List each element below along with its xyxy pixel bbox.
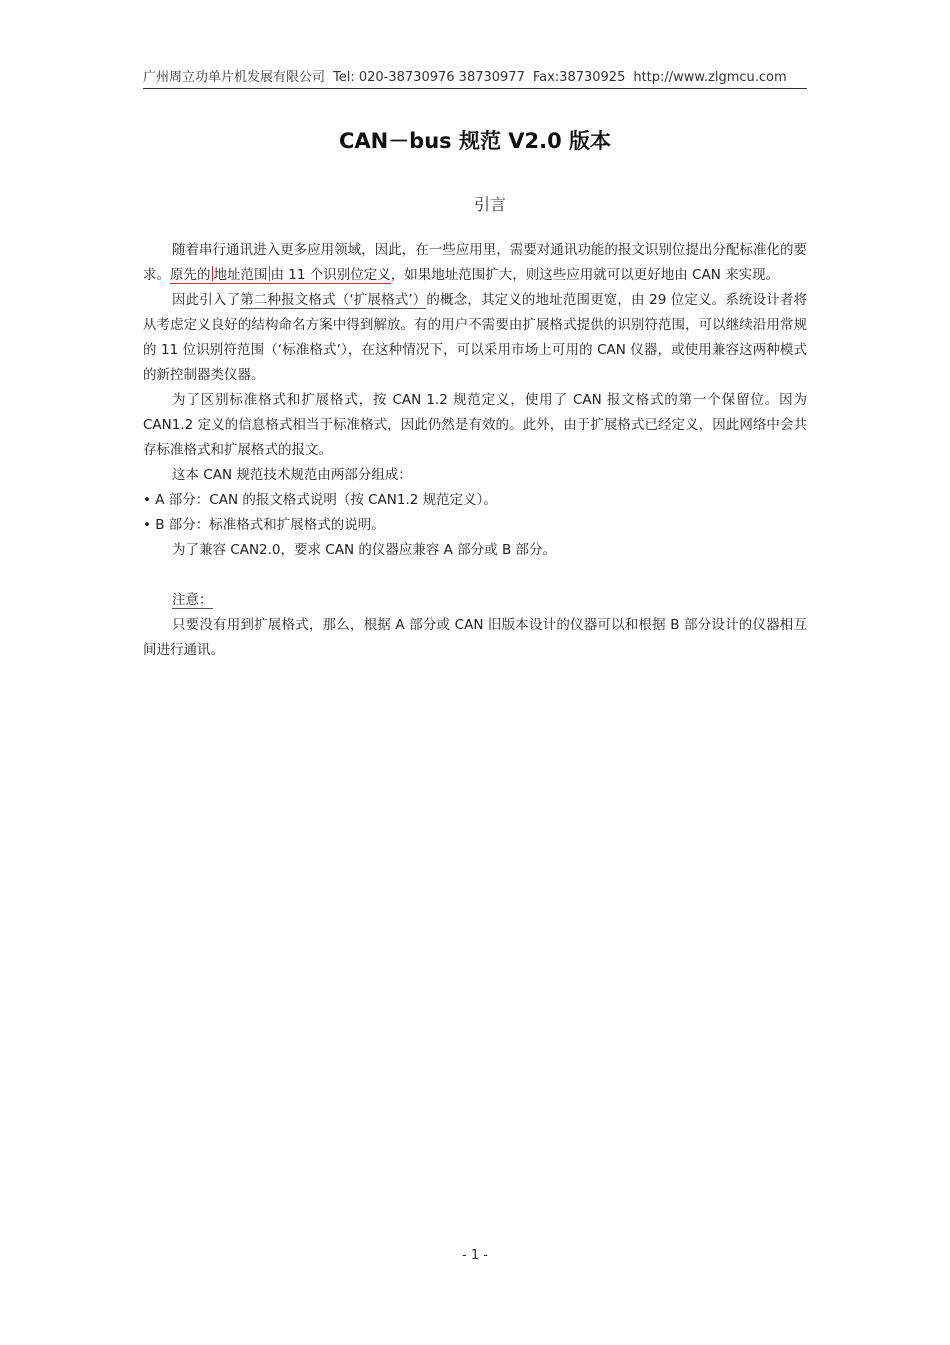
paragraph-3: 为了区别标准格式和扩展格式，按 CAN 1.2 规范定义，使用了 CAN 报文格式的第一个保留位。因为 CAN1.2 定义的信息格式相当于标准格式，因此仍然是有效的。此外，由于扩展格式已经定义，因此网络中会共存标准格式和扩展格式的报文。 [143, 392, 807, 458]
section-title: 引言 [473, 195, 506, 214]
note-label-line [143, 588, 807, 613]
spacer [143, 563, 807, 588]
paragraph-4: 这本 CAN 规范技术规范由两部分组成： [172, 467, 412, 483]
header-company: 广州周立功单片机发展有限公司 [143, 70, 326, 85]
header-tel: Tel: 020-38730976 38730977 [333, 70, 525, 85]
page-number: - 1 - [462, 1248, 488, 1263]
red-caret-mark [269, 266, 270, 281]
red-annotation: 原先的 地址范围 由 11 个识别位定义 [170, 267, 391, 283]
header-fax: Fax:38730925 [532, 70, 626, 85]
red-caret-mark [212, 266, 213, 281]
page-header [143, 66, 807, 89]
note-label: 注意： [172, 592, 213, 608]
note-text: 只要没有用到扩展格式，那么，根据 A 部分或 CAN 旧版本设计的仪器可以和根据 B 部分设计的仪器相互间进行通讯。 [143, 617, 807, 658]
bullet-b: • B 部分：标准格式和扩展格式的说明。 [143, 517, 385, 533]
paragraph-5: 为了兼容 CAN2.0，要求 CAN 的仪器应兼容 A 部分或 B 部分。 [172, 542, 557, 558]
paragraph-2: 因此引入了第二种报文格式（‘扩展格式’）的概念，其定义的地址范围更宽，由 29 位定义。系统设计者将从考虑定义良好的结构命名方案中得到解放。有的用户不需要由扩展格式提供的识别符范围，可以继续沿用常规的 11 位识别符范围（‘标准格式’），在这种情况下，可以采用市场上可用的 CAN 仪器，或使用兼容这两种模式的新控制器类仪器。 [143, 292, 807, 383]
bullet-a: • A 部分：CAN 的报文格式说明（按 CAN1.2 规范定义）。 [143, 492, 497, 508]
document-title: CAN－bus 规范 V2.0 版本 [338, 129, 612, 153]
header-url[interactable]: http://www.zlgmcu.com [633, 70, 787, 85]
paragraph-1: 随着串行通讯进入更多应用领域，因此，在一些应用里，需要对通讯功能的报文识别位提出分配标准化的要求。原先的 地址范围 由 11 个识别位定义，如果地址范围扩大，则这些应用就可以更好地由 CAN 来实现。 [143, 242, 807, 283]
underlined-phrase: 第二种报文格式（‘扩展格式’） [240, 292, 427, 308]
document-body [143, 238, 807, 663]
